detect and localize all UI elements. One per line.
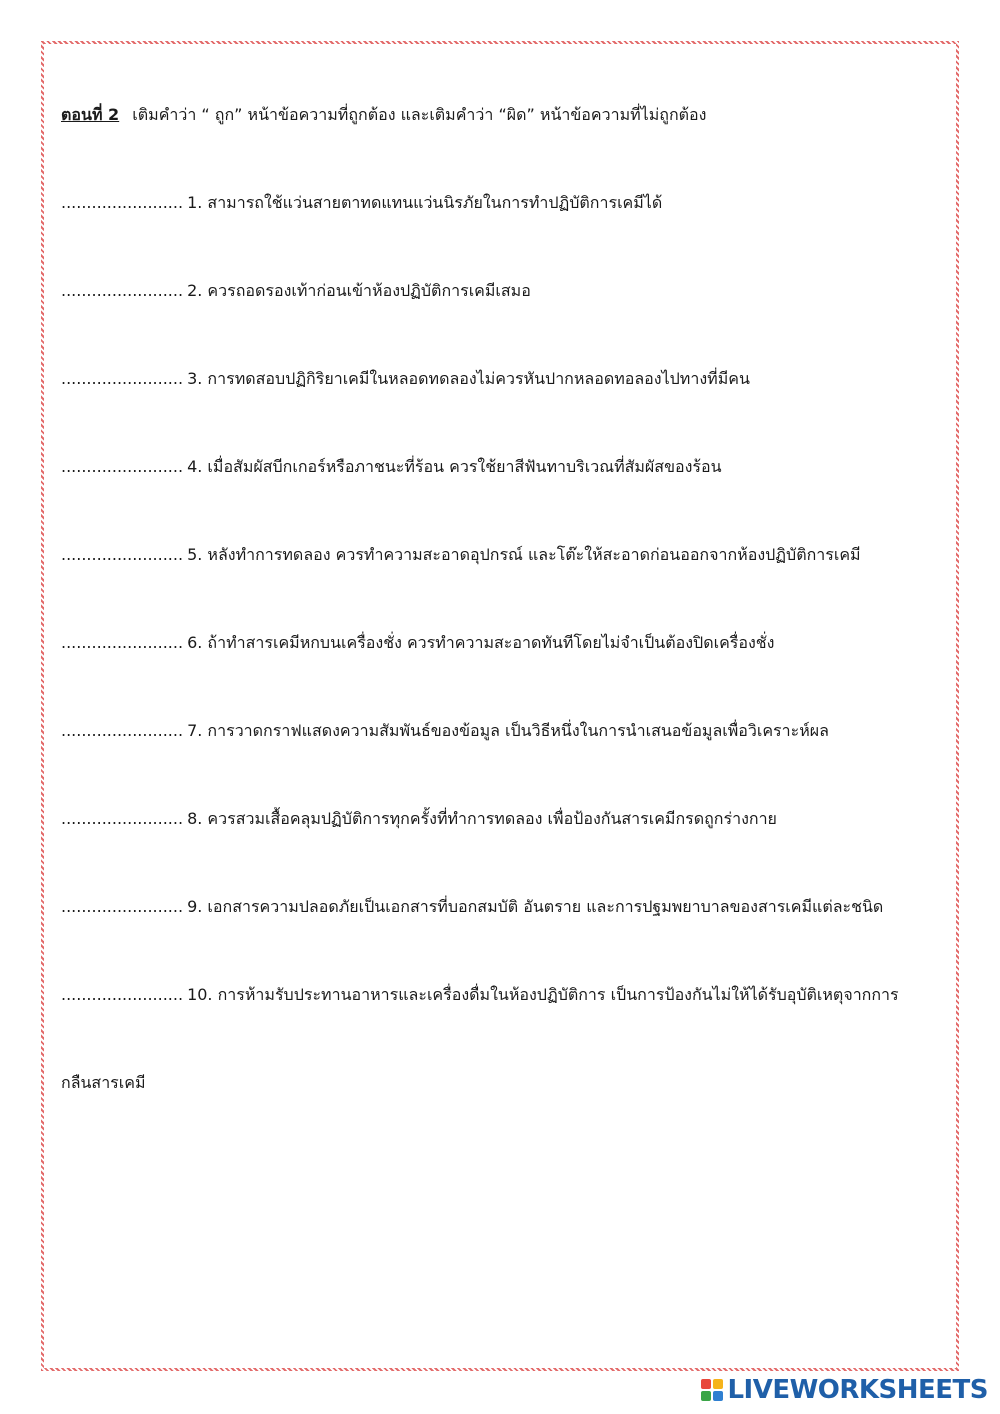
logo-square-icon [713,1391,723,1401]
question-item [61,629,941,657]
question-number: 3. [187,369,203,388]
question-item [61,365,941,393]
answer-blank[interactable]: ........................ [61,457,184,476]
question-item [61,893,941,921]
question-item [61,189,941,217]
question-item [61,277,941,305]
question-item [61,805,941,833]
question-number: 10. [187,985,213,1004]
section-label: ตอนที่ 2 [61,105,120,124]
logo-text: LIVEWORKSHEETS [727,1375,988,1405]
answer-blank[interactable]: ........................ [61,369,184,388]
worksheet-content [61,101,941,1097]
question-number: 7. [187,721,203,740]
answer-blank[interactable]: ........................ [61,897,184,916]
question-number: 5. [187,545,203,564]
logo-square-icon [701,1391,711,1401]
logo-mark-icon [701,1379,723,1401]
answer-blank[interactable]: ........................ [61,633,184,652]
question-item [61,541,941,569]
question-text: การทดสอบปฏิกิริยาเคมีในหลอดทดลองไม่ควรหันปากหลอดทอลองไปทางที่มีคน [207,369,750,388]
question-text: ควรสวมเสื้อคลุมปฏิบัติการทุกครั้งที่ทำการทดลอง เพื่อป้องกันสารเคมีกรดถูกร่างกาย [207,809,777,828]
question-item [61,717,941,745]
answer-blank[interactable]: ........................ [61,193,184,212]
answer-blank[interactable]: ........................ [61,545,184,564]
question-number: 8. [187,809,203,828]
question-item [61,453,941,481]
question-number: 1. [187,193,203,212]
logo-square-icon [713,1379,723,1389]
question-continuation: กลืนสารเคมี [61,1073,146,1092]
question-number: 2. [187,281,203,300]
question-text: หลังทำการทดลอง ควรทำความสะอาดอุปกรณ์ และโต๊ะให้สะอาดก่อนออกจากห้องปฏิบัติการเคมี [207,545,861,564]
answer-blank[interactable]: ........................ [61,809,184,828]
question-text: เอกสารความปลอดภัยเป็นเอกสารที่บอกสมบัติ อันตราย และการปฐมพยาบาลของสารเคมีแต่ละชนิด [207,897,884,916]
section-instruction: เติมคำว่า “ ถูก” หน้าข้อความที่ถูกต้อง และเติมคำว่า “ผิด” หน้าข้อความที่ไม่ถูกต้อง [132,105,707,124]
liveworksheets-logo [701,1374,988,1406]
section-heading [61,101,941,129]
question-text: เมื่อสัมผัสบีกเกอร์หรือภาชนะที่ร้อน ควรใช้ยาสีฟันทาบริเวณที่สัมผัสของร้อน [207,457,722,476]
question-item [61,981,941,1009]
question-number: 6. [187,633,203,652]
logo-square-icon [701,1379,711,1389]
question-text: ควรถอดรองเท้าก่อนเข้าห้องปฏิบัติการเคมีเสมอ [207,281,531,300]
answer-blank[interactable]: ........................ [61,281,184,300]
answer-blank[interactable]: ........................ [61,721,184,740]
question-number: 9. [187,897,203,916]
question-number: 4. [187,457,203,476]
question-text: การห้ามรับประทานอาหารและเครื่องดื่มในห้องปฏิบัติการ เป็นการป้องกันไม่ให้ได้รับอุบัติเหตุจากการ [217,985,899,1004]
question-text: ถ้าทำสารเคมีหกบนเครื่องชั่ง ควรทำความสะอาดทันทีโดยไม่จำเป็นต้องปิดเครื่องชั่ง [207,633,775,652]
answer-blank[interactable]: ........................ [61,985,184,1004]
question-list [61,189,941,1009]
question-text: การวาดกราฟแสดงความสัมพันธ์ของข้อมูล เป็นวิธีหนึ่งในการนำเสนอข้อมูลเพื่อวิเคราะห์ผล [207,721,829,740]
question-text: สามารถใช้แว่นสายตาทดแทนแว่นนิรภัยในการทำปฏิบัติการเคมีได้ [207,193,663,212]
